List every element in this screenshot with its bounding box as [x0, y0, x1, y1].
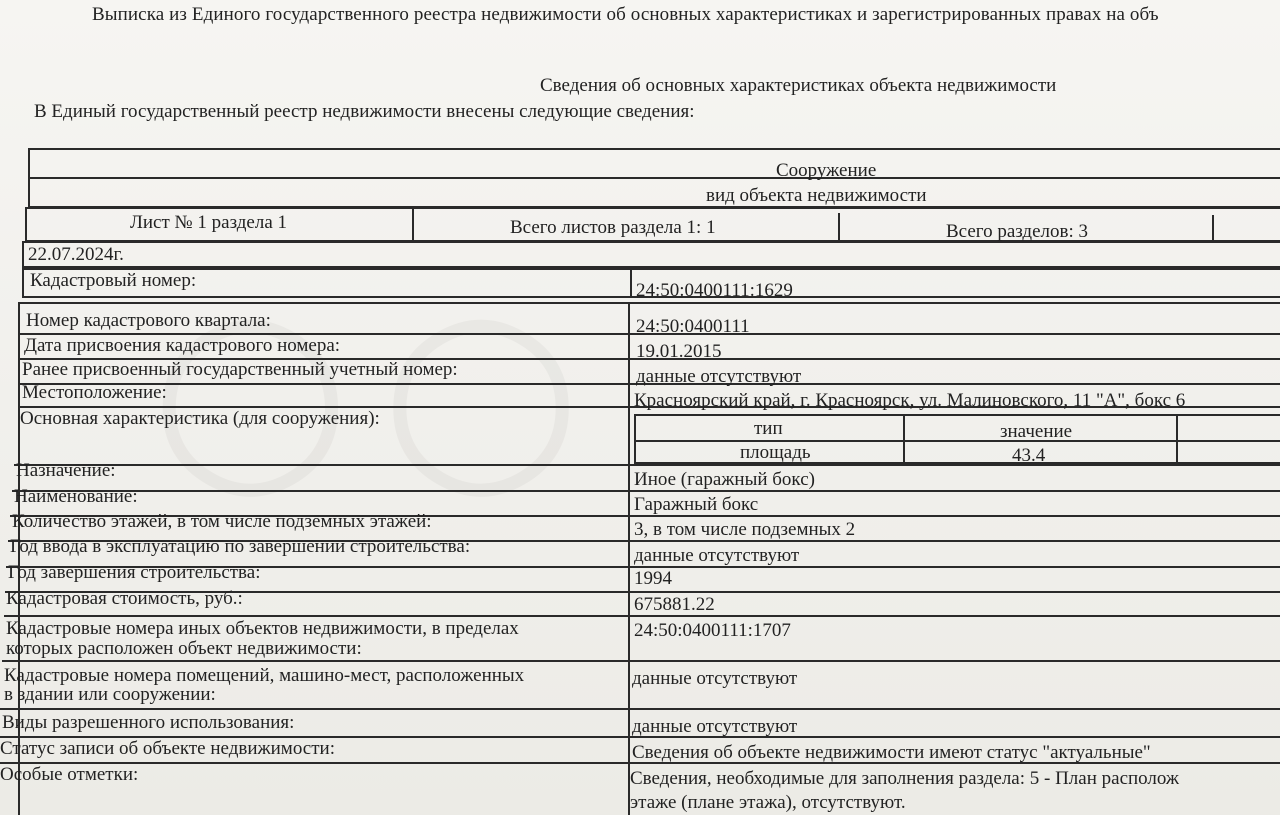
- row-label: Статус записи об объекте недвижимости:: [0, 738, 335, 759]
- total-sheets: Всего листов раздела 1: 1: [510, 217, 716, 238]
- row-label: Год завершения строительства:: [8, 562, 261, 583]
- object-type: Сооружение: [776, 160, 877, 181]
- row-value: данные отсутствуют: [632, 668, 798, 689]
- row-label-line2: которых расположен объект недвижимости:: [6, 638, 362, 659]
- row-label: Наименование:: [14, 486, 138, 507]
- row-value: данные отсутствуют: [632, 716, 798, 737]
- row-value: 1994: [634, 568, 672, 589]
- row-label: Номер кадастрового квартала:: [26, 310, 271, 331]
- row-label: Виды разрешенного использования:: [2, 712, 295, 733]
- subtable-col-value: значение: [1000, 421, 1073, 442]
- row-value: 3, в том числе подземных 2: [634, 519, 856, 540]
- row-value-line1: Сведения, необходимые для заполнения раздела: 5 - План располож: [630, 768, 1180, 789]
- row-value: 675881.22: [634, 594, 715, 615]
- row-label: Год ввода в эксплуатацию по завершении строительства:: [10, 536, 471, 557]
- characteristic-subtable: [634, 414, 1280, 464]
- date-row: [22, 241, 1280, 268]
- row-label: Дата присвоения кадастрового номера:: [24, 335, 341, 356]
- row-value-line2: этаже (плане этажа), отсутствуют.: [630, 792, 906, 813]
- intro-text: В Единый государственный реестр недвижимости внесены следующие сведения:: [34, 101, 695, 122]
- total-sections: Всего разделов: 3: [946, 221, 1089, 242]
- row-value: данные отсутствуют: [634, 545, 800, 566]
- row-value: 24:50:0400111:1707: [634, 620, 791, 641]
- row-label: Местоположение:: [22, 382, 167, 403]
- subtable-area-value: 43.4: [1012, 445, 1046, 466]
- document-title: Выписка из Единого государственного реестра недвижимости об основных характеристиках и зарегистрированных правах на объ: [92, 4, 1159, 25]
- extract-date: 22.07.2024г.: [28, 244, 124, 265]
- row-value: Гаражный бокс: [634, 494, 759, 515]
- subtable-type-area: площадь: [740, 442, 811, 463]
- section-subtitle: Сведения об основных характеристиках объекта недвижимости: [540, 75, 1057, 96]
- row-value: 24:50:0400111: [636, 316, 750, 337]
- object-type-caption: вид объекта недвижимости: [706, 185, 927, 206]
- cadastral-number-value: 24:50:0400111:1629: [636, 280, 793, 301]
- subtable-col-type: тип: [754, 418, 783, 439]
- row-value: данные отсутствуют: [636, 366, 802, 387]
- row-label: Кадастровая стоимость, руб.:: [6, 588, 243, 609]
- cadastral-number-label: Кадастровый номер:: [30, 270, 197, 291]
- row-value: 19.01.2015: [636, 341, 722, 362]
- row-label-line1: Кадастровые номера иных объектов недвижимости, в пределах: [6, 618, 519, 639]
- row-value: Сведения об объекте недвижимости имеют статус "актуальные": [632, 742, 1151, 763]
- row-value: Иное (гаражный бокс): [634, 469, 815, 490]
- row-label: Назначение:: [16, 460, 116, 481]
- row-label-line1: Кадастровые номера помещений, машино-мест, расположенных: [4, 665, 525, 686]
- row-label: Количество этажей, в том числе подземных этажей:: [12, 511, 432, 532]
- sheet-label: Лист № 1 раздела 1: [130, 212, 288, 233]
- row-label-line2: в здании или сооружении:: [4, 684, 216, 705]
- row-label: Особые отметки:: [0, 764, 139, 785]
- row-value: Красноярский край, г. Красноярск, ул. Малиновского, 11 "А", бокс 6: [634, 390, 1186, 411]
- row-label: Основная характеристика (для сооружения):: [20, 408, 380, 429]
- row-label: Ранее присвоенный государственный учетный номер:: [22, 359, 458, 380]
